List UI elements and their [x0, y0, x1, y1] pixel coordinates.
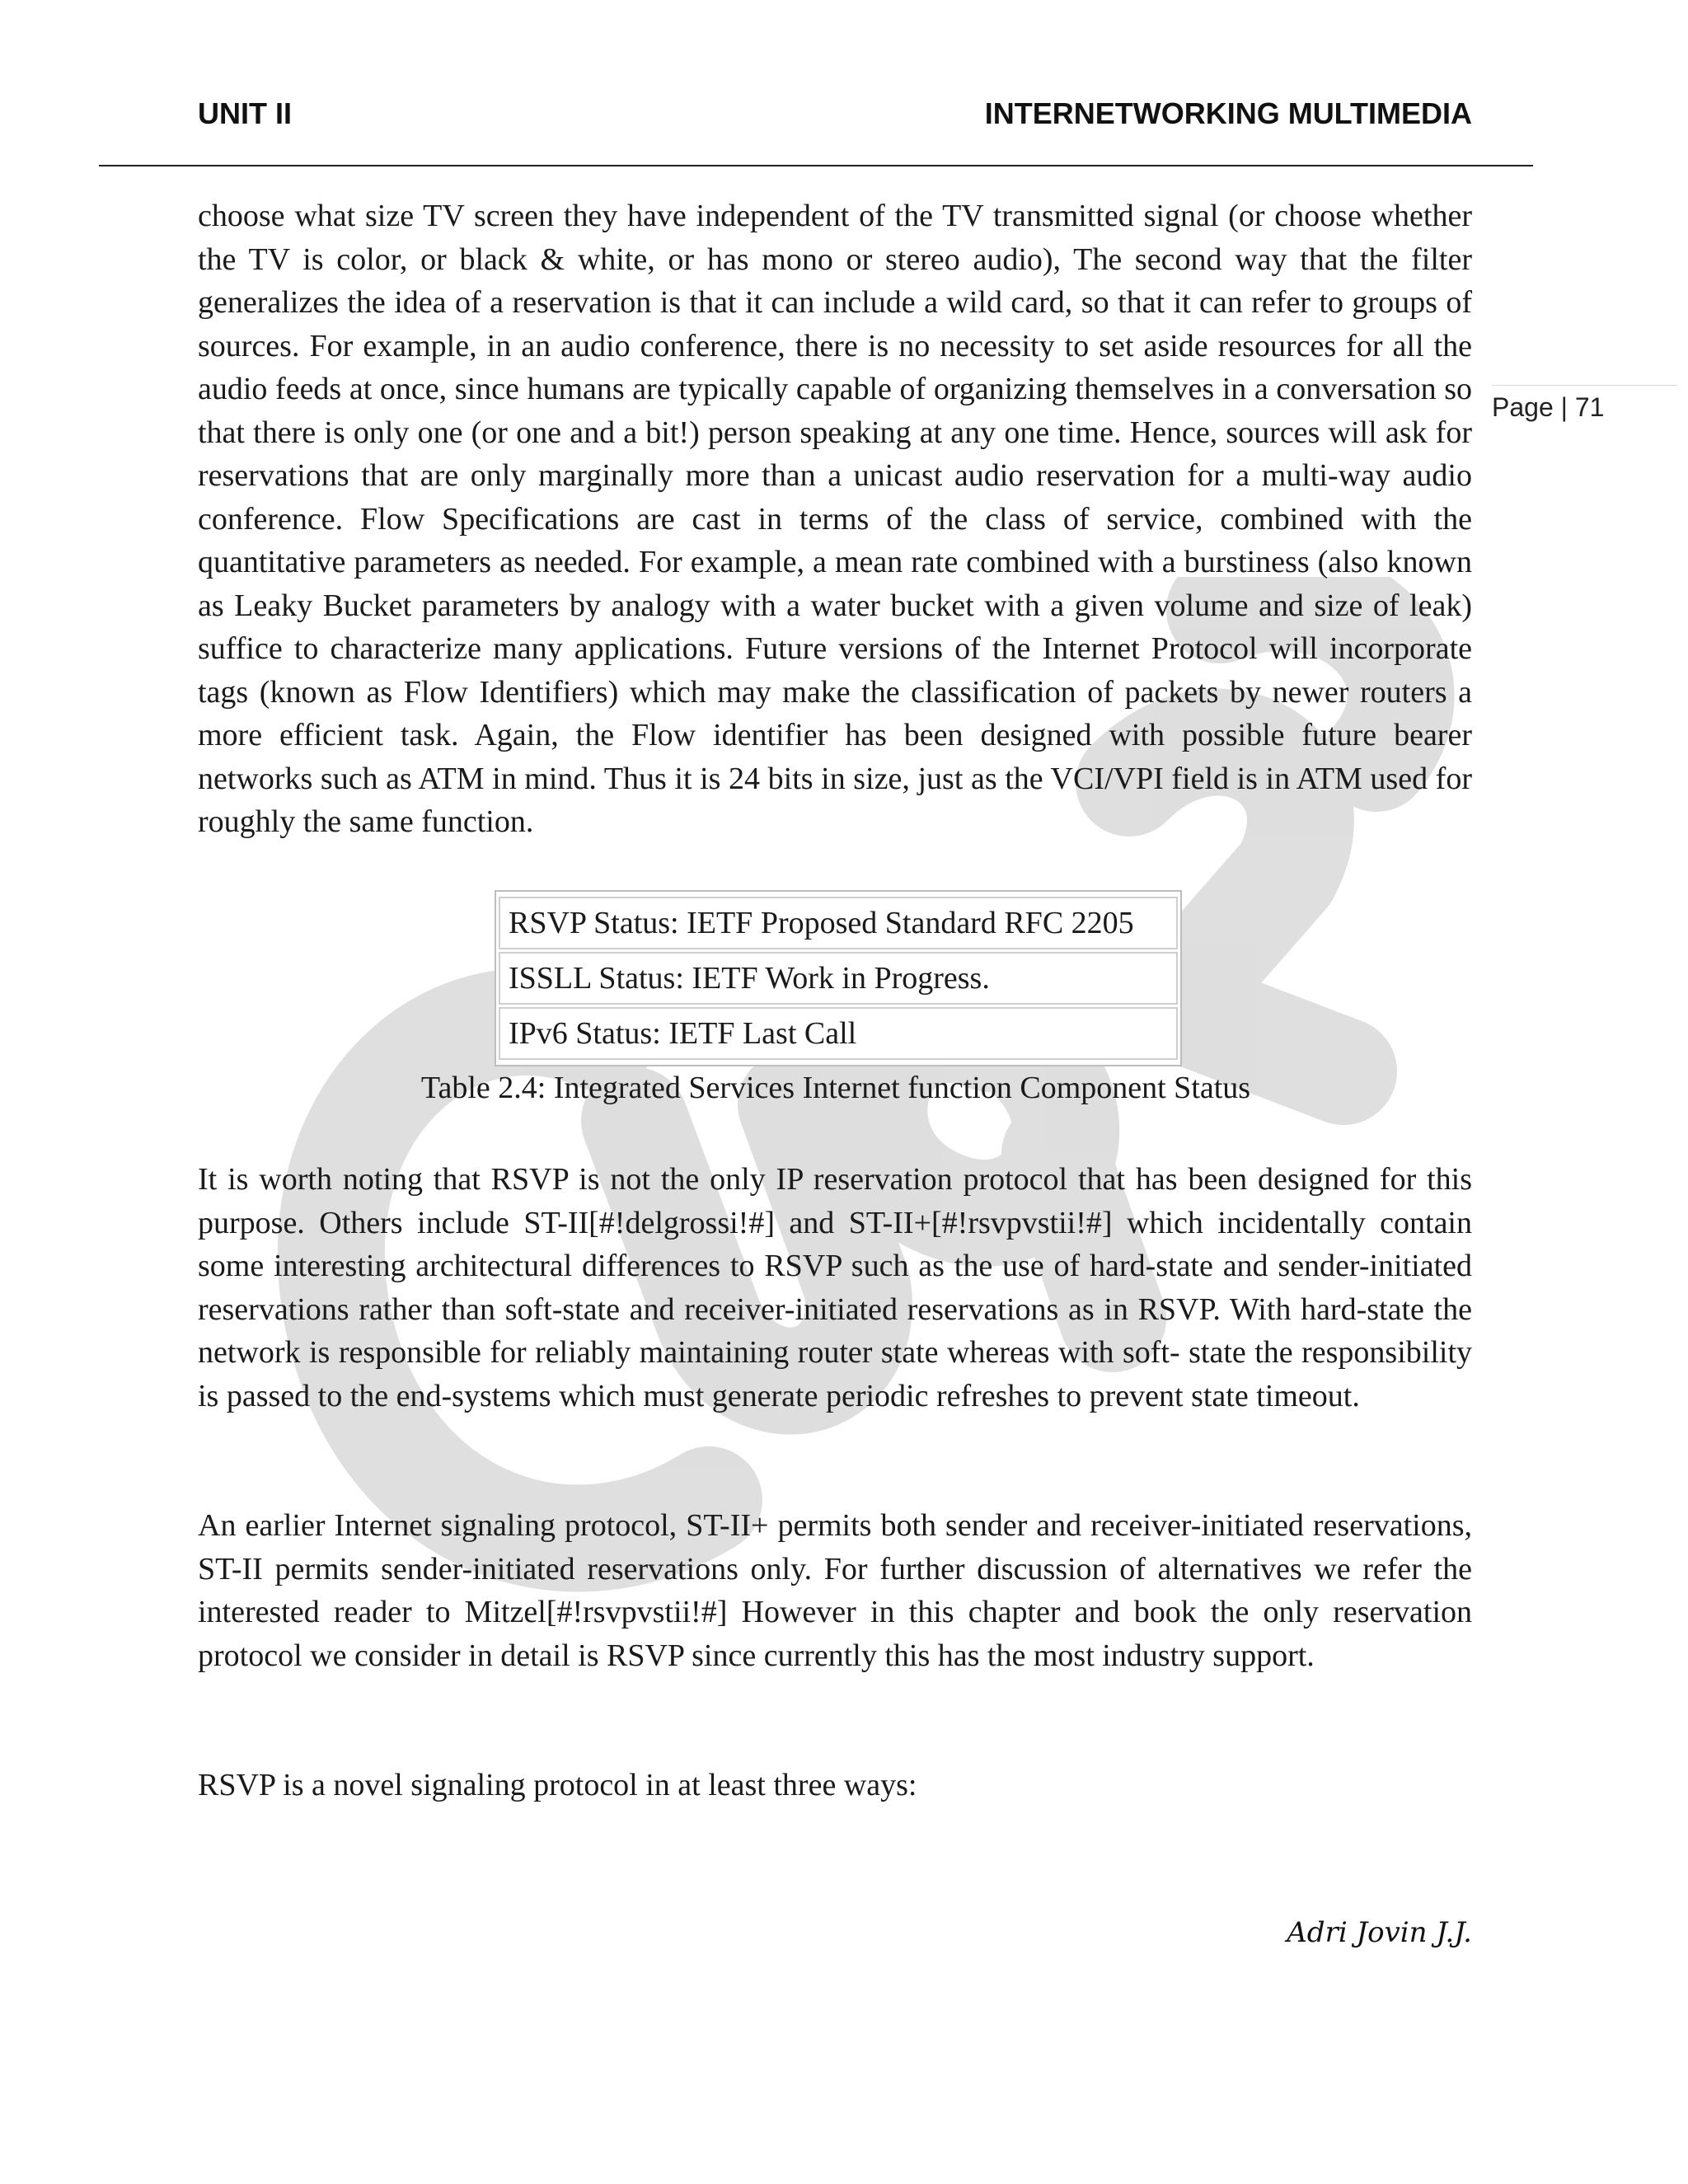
page-number-divider [1492, 385, 1677, 386]
status-row-ipv6: IPv6 Status: IETF Last Call [499, 1007, 1178, 1060]
status-row-rsvp: RSVP Status: IETF Proposed Standard RFC 2205 [499, 897, 1178, 949]
header-title: INTERNETWORKING MULTIMEDIA [984, 96, 1472, 130]
body-paragraph-4: RSVP is a novel signaling protocol in at least three ways: [198, 1768, 917, 1802]
header-unit: UNIT II [198, 96, 292, 130]
status-row-issll: ISSLL Status: IETF Work in Progress. [499, 952, 1178, 1005]
body-paragraph-2: It is worth noting that RSVP is not the only IP reservation protocol that has been designed for this purpose. Others include ST-II[#!delgrossi!#] and ST-II+[#!rsvpvstii!#] which incidentally contain some interesting architectural differences to RSVP such as the use of hard-state and sender-initiated reservations rather than soft-state and receiver-initiated reservations as in RSVP. With hard-state the network is responsible for reliably maintaining router state whereas with soft- state the responsibility is passed to the end-systems which must generate periodic refreshes to prevent state timeout. [198, 1162, 1472, 1413]
body-paragraph-1: choose what size TV screen they have independent of the TV transmitted signal (or choose whether the TV is color, or black & white, or has mono or stereo audio), The second way that the filter generalizes the idea of a reservation is that it can include a wild card, so that it can refer to groups of sources. For example, in an audio conference, there is no necessity to set aside resources for all the audio feeds at once, since humans are typically capable of organizing themselves in a conversation so that there is only one (or one and a bit!) person speaking at any one time. Hence, sources will ask for reservations that are only marginally more than a unicast audio reservation for a multi-way audio conference. Flow Specifications are cast in terms of the class of service, combined with the quantitative parameters as needed. For example, a mean rate combined with a burstiness (also known as Leaky Bucket parameters by analogy with a water bucket with a given volume and size of leak) suffice to characterize many applications. Future versions of the Internet Protocol will incorporate tags (known as Flow Identifiers) which may make the classification of packets by newer routers a more efficient task. Again, the Flow identifier has been designed with possible future bearer networks such as ATM in mind. Thus it is 24 bits in size, just as the VCI/VPI field is in ATM used for roughly the same function. [198, 199, 1472, 839]
body-paragraph-3: An earlier Internet signaling protocol, ST-II+ permits both sender and receiver-initiated reservations, ST-II permits sender-initiated reservations only. For further discussion of alternatives we refer the interested reader to Mitzel[#!rsvpvstii!#] However in this chapter and book the only reservation protocol we consider in detail is RSVP since currently this has the most industry support. [198, 1508, 1472, 1673]
author-signature: Adri Jovin J.J. [1287, 1916, 1472, 1949]
status-table [495, 890, 1182, 1066]
page-number: Page | 71 [1492, 392, 1605, 422]
header-divider [99, 165, 1533, 166]
table-caption: Table 2.4: Integrated Services Internet function Component Status [420, 1071, 1251, 1105]
